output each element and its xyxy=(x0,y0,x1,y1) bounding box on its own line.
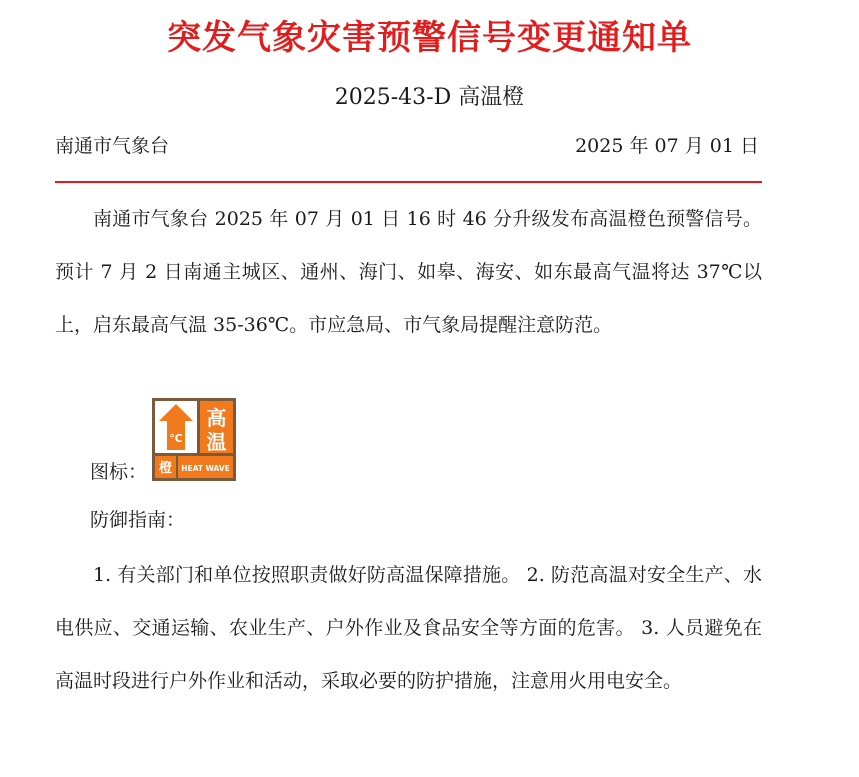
signal-char-top: 高 xyxy=(206,406,227,430)
red-divider xyxy=(55,181,762,183)
signal-code: 2025-43-D 高温橙 xyxy=(334,85,525,110)
defense-guide-title: 防御指南： xyxy=(90,509,186,531)
icon-label: 图标： xyxy=(90,461,148,483)
signal-unit: ℃ xyxy=(169,432,183,445)
warning-paragraph: 南通市气象台 2025 年 07 月 01 日 16 时 46 分升级发布高温橙色预警信号。预计 7 月 2 日南通主城区、通州、海门、如皋、海安、如东最高气温将达 37℃以上，启东最高气温 35-36℃。市应急局、市气象局提醒注意防范。 xyxy=(55,208,762,336)
issue-date: 2025 年 07 月 01 日 xyxy=(575,135,759,157)
document-title: 突发气象灾害预警信号变更通知单 xyxy=(167,18,692,58)
signal-english-label: HEAT WAVE xyxy=(181,464,230,473)
issuer: 南通市气象台 xyxy=(55,135,170,157)
heat-wave-orange-signal-icon xyxy=(152,398,236,481)
signal-level-char: 橙 xyxy=(158,461,173,476)
defense-guide-text: 1. 有关部门和单位按照职责做好防高温保障措施。 2. 防范高温对安全生产、水电供应、交通运输、农业生产、户外作业及食品安全等方面的危害。 3. 人员避免在高温时段进行户外作业和活动，采取必要的防护措施，注意用火用电安全。 xyxy=(55,564,762,692)
signal-char-bottom: 温 xyxy=(206,430,227,454)
